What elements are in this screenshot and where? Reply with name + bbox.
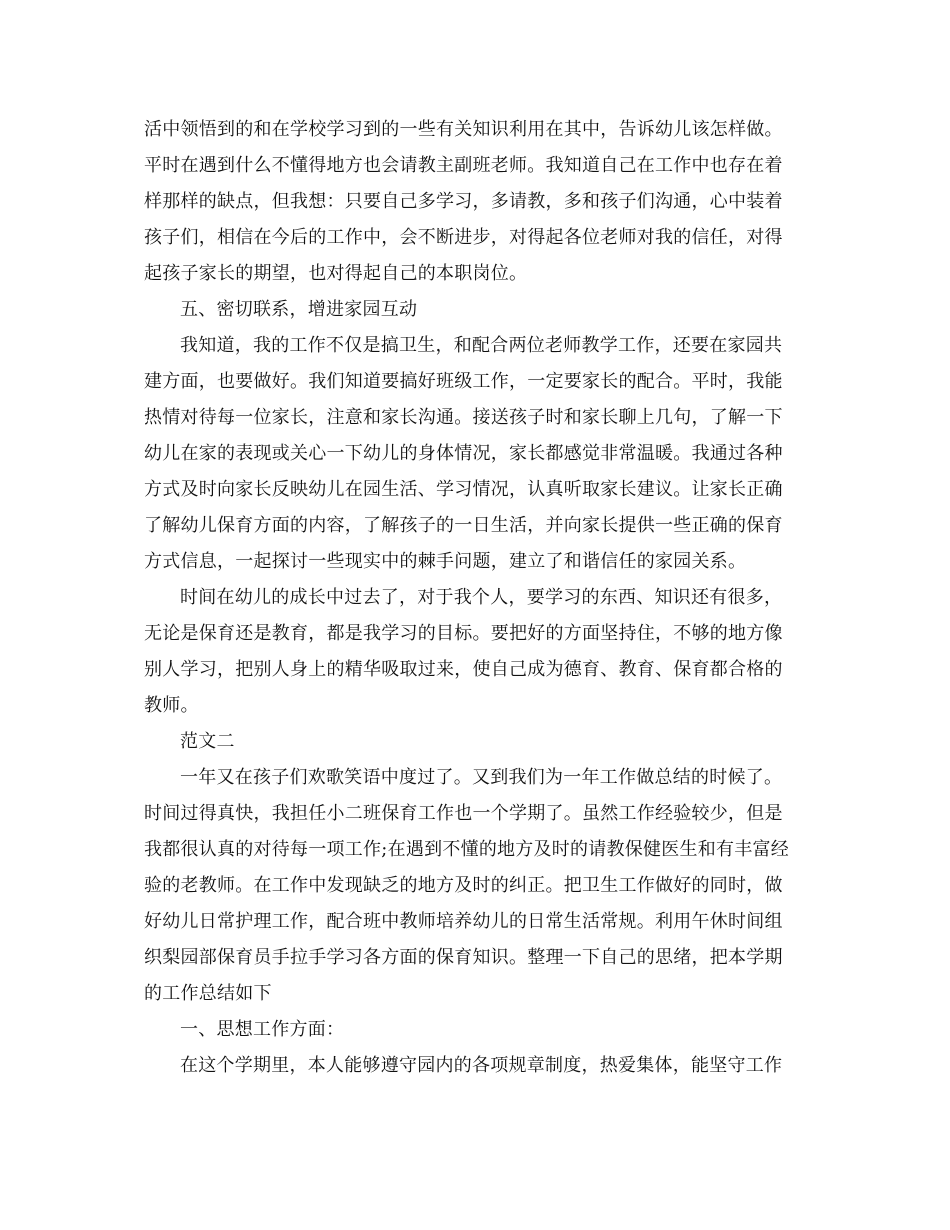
text-line: 起孩子家长的期望，也对得起自己的本职岗位。 xyxy=(144,263,528,284)
section-heading: 范文二 xyxy=(180,731,235,752)
text-line: 幼儿在家的表现或关心一下幼儿的身体情况，家长都感觉非常温暖。我通过各种 xyxy=(144,443,783,464)
section-heading: 一、思想工作方面： xyxy=(180,1019,345,1040)
text-line: 了解幼儿保育方面的内容，了解孩子的一日生活，并向家长提供一些正确的保育 xyxy=(144,515,783,536)
text-line: 孩子们，相信在今后的工作中，会不断进步，对得起各位老师对我的信任，对得 xyxy=(144,227,783,248)
text-line: 热情对待每一位家长，注意和家长沟通。接送孩子时和家长聊上几句，了解一下 xyxy=(144,407,783,428)
text-line: 建方面，也要做好。我们知道要搞好班级工作，一定要家长的配合。平时，我能 xyxy=(144,371,783,392)
text-line: 别人学习，把别人身上的精华吸取过来，使自己成为德育、教育、保育都合格的 xyxy=(144,659,783,680)
text-line: 的工作总结如下 xyxy=(144,983,272,1004)
section-heading: 五、密切联系，增进家园互动 xyxy=(180,299,418,320)
text-line: 在这个学期里，本人能够遵守园内的各项规章制度，热爱集体，能坚守工作 xyxy=(180,1055,783,1076)
text-line: 时间过得真快，我担任小二班保育工作也一个学期了。虽然工作经验较少，但是 xyxy=(144,803,783,824)
text-line: 平时在遇到什么不懂得地方也会请教主副班老师。我知道自己在工作中也存在着 xyxy=(144,155,783,176)
text-line: 时间在幼儿的成长中过去了，对于我个人，要学习的东西、知识还有很多， xyxy=(180,587,783,608)
text-line: 方式及时向家长反映幼儿在园生活、学习情况，认真听取家长建议。让家长正确 xyxy=(144,479,783,500)
text-line: 教师。 xyxy=(144,695,199,716)
text-line: 织梨园部保育员手拉手学习各方面的保育知识。整理一下自己的思绪，把本学期 xyxy=(144,947,783,968)
text-line: 无论是保育还是教育，都是我学习的目标。要把好的方面坚持住，不够的地方像 xyxy=(144,623,783,644)
text-line: 我都很认真的对待每一项工作;在遇到不懂的地方及时的请教保健医生和有丰富经 xyxy=(144,839,790,860)
text-line: 活中领悟到的和在学校学习到的一些有关知识利用在其中，告诉幼儿该怎样做。 xyxy=(144,119,783,140)
text-line: 我知道，我的工作不仅是搞卫生，和配合两位老师教学工作，还要在家园共 xyxy=(180,335,783,356)
text-line: 方式信息，一起探讨一些现实中的棘手问题，建立了和谐信任的家园关系。 xyxy=(144,551,747,572)
text-line: 验的老教师。在工作中发现缺乏的地方及时的纠正。把卫生工作做好的同时，做 xyxy=(144,875,783,896)
text-line: 一年又在孩子们欢歌笑语中度过了。又到我们为一年工作做总结的时候了。 xyxy=(180,767,783,788)
text-line: 样那样的缺点，但我想：只要自己多学习，多请教，多和孩子们沟通，心中装着 xyxy=(144,191,783,212)
text-line: 好幼儿日常护理工作，配合班中教师培养幼儿的日常生活常规。利用午休时间组 xyxy=(144,911,783,932)
